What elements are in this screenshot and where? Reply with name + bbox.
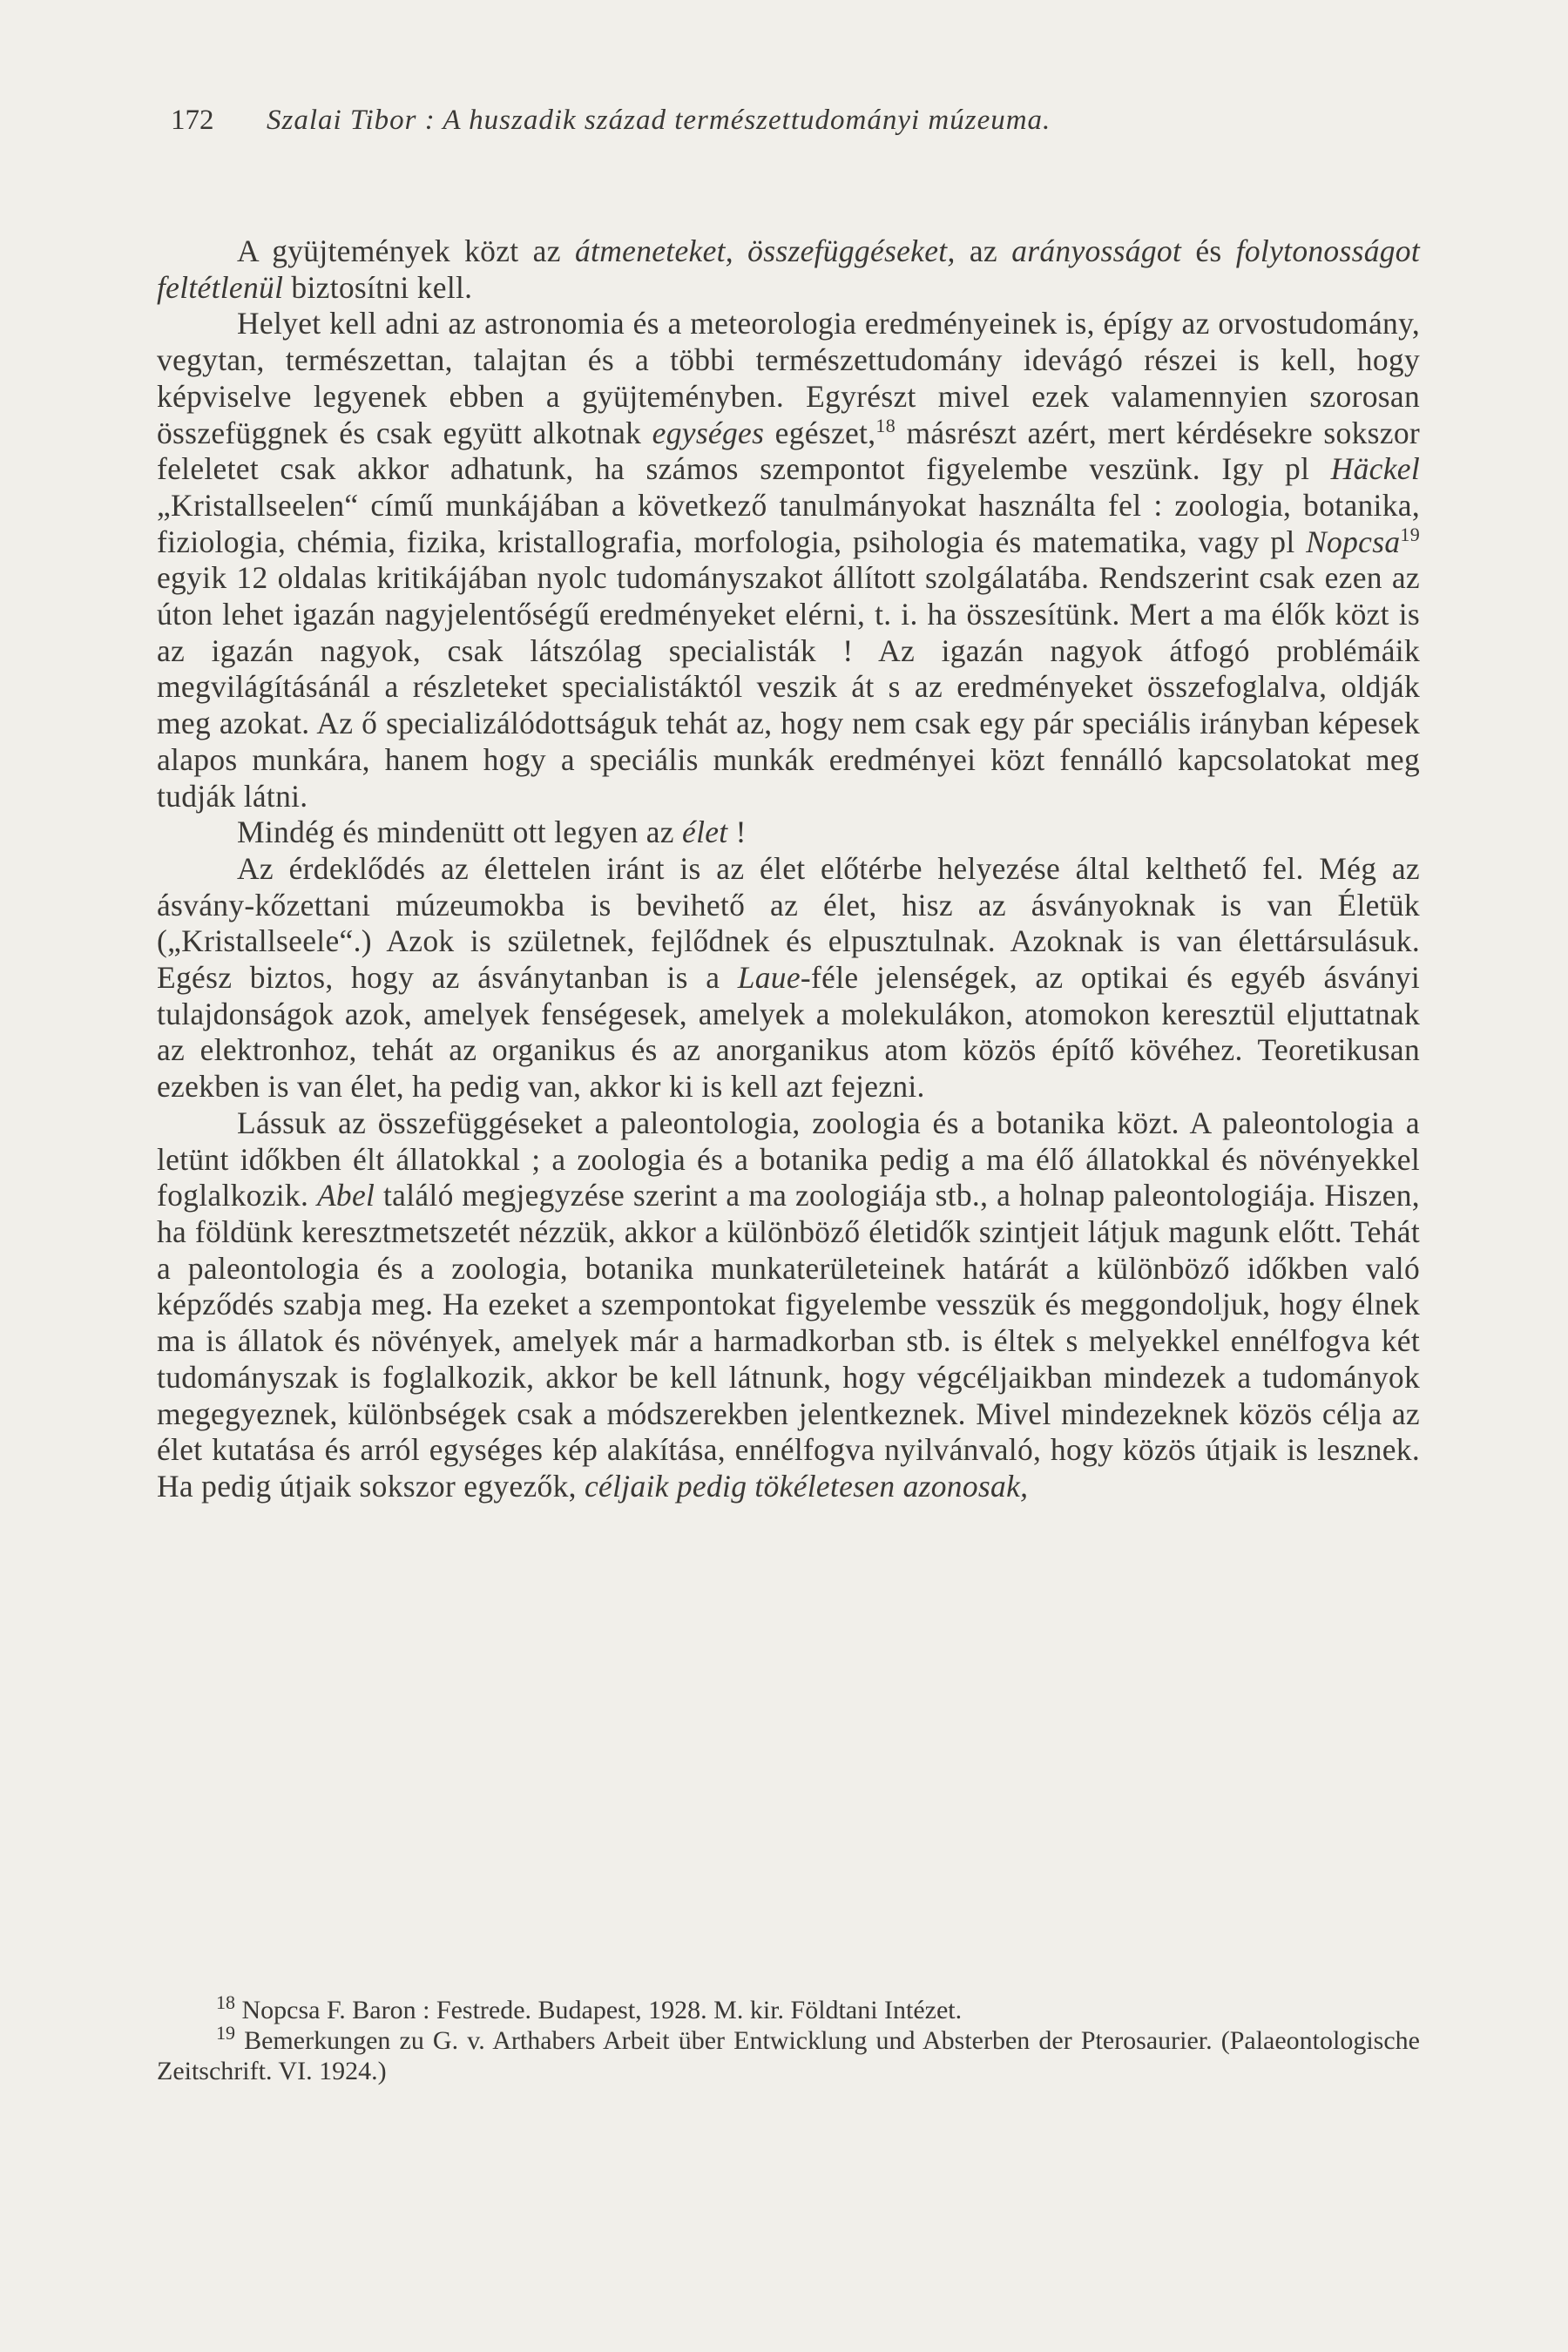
text-run: ! (727, 814, 747, 850)
text-run: biztosítni kell. (283, 269, 473, 305)
text-run: Az érdeklődés az élettelen iránt is az élet előtérbe helyezése által kelthető fel. Még az ásvány-kőzettani múzeumokba is bevihető az élet, hisz az ásványoknak is van Életük („Kristallseele“.) Azok is születnek, fejlődnek és elpusztulnak. Azoknak is van élettársulásuk. Egész biztos, hogy az ásványtanban is a (157, 850, 1420, 996)
text-run: Lássuk az összefüggéseket a paleontologia, zoologia és a botanika közt. A paleontologia a letünt időkben élt állatokkal ; a zoologia és a botanika pedig a ma élő állatokkal és növényekkel foglalkozik. (157, 1105, 1420, 1213)
italic-run: Häckel (1330, 451, 1420, 487)
footnote-number: 19 (216, 2022, 235, 2044)
text-run: -féle jelenségek, az optikai és egyéb ásványi tulajdonságok azok, amelyek fenségesek, amelyek a molekulákon, atomokon keresztül eljuttatnak az elektronhoz, tehát az organikus és az anorganikus atom közös építő kövéhez. Teoretikusan ezekben is van élet, ha pedig van, akkor ki is kell azt fejezni. (157, 960, 1420, 1105)
text-run: „Kristallseelen“ című munkájában a következő tanulmányokat használta fel : zoologia, botanika, fiziologia, chémia, fizika, kristallografia, morfologia, psihologia és matematika, vagy pl (157, 487, 1420, 559)
footnotes (157, 1991, 1420, 2086)
paragraph-3 (157, 814, 1420, 851)
text-run: egyik 12 oldalas kritikájában nyolc tudományszakot állított szolgálatába. Rendszerint csak ezen az úton lehet igazán nagyjelentőségű eredményeket elérni, t. i. ha összesítünk. Mert a ma élők közt is az igazán nagyok, csak látszólag specialisták ! Az igazán nagyok átfogó problémáik megvilágításánál a részleteket specialistáktól veszik át s az eredményeket összefoglalva, oldják meg azokat. Az ő specializálódottságuk tehát az, hogy nem csak egy pár speciális irányban képesek alapos munkára, hanem hogy a speciális munkák eredményei közt fennálló kapcsolatokat meg tudják látni. (157, 560, 1420, 814)
page-number: 172 (171, 105, 214, 136)
footnote-text: Bemerkungen zu G. v. Arthabers Arbeit über Entwicklung und Absterben der Pterosaurier. (Palaeontologische Zeitschrift. VI. 1924.) (157, 2026, 1420, 2085)
footnote-text: Nopcsa F. Baron : Festrede. Budapest, 1928. M. kir. Földtani Intézet. (235, 1996, 963, 2024)
text-run: találó megjegyzése szerint a ma zoologiája stb., a holnap paleontologiája. Hiszen, ha földünk keresztmetszetét nézzük, akkor a különböző életidők szintjeit látjuk magunk előtt. Tehát a paleontologia és a zoologia, botanika munkaterületeinek határát a különböző időkben való képződés szabja meg. Ha ezeket a szempontokat figyelembe vesszük és meggondoljuk, hogy élnek ma is állatok és növények, amelyek már a harmadkorban stb. is éltek s melyekkel ennélfogva két tudományszak is foglalkozik, akkor be kell látnunk, hogy végcéljaikban mindezek a tudományok megegyeznek, különbségek csak a módszerekben jelentkeznek. Mivel mindezeknek közös célja az élet kutatása és arról egységes kép alakítása, ennélfogva nyilvánvaló, hogy közös útjaik is lesznek. Ha pedig útjaik sokszor egyezők, (157, 1178, 1420, 1504)
italic-run: átmeneteket, összefüggéseket, (574, 233, 956, 268)
main-text (157, 233, 1420, 1505)
paragraph-1 (157, 233, 1420, 306)
text-run: Helyet kell adni az astronomia és a meteorologia eredményeinek is, épígy az orvostudomány, vegytan, természettan, talajtan és a többi természettudomány idevágó részei is kell, hogy képviselve legyenek ebben a gyüjteményben. Egyrészt mivel ezek valamennyien szorosan összefüggnek és csak együtt alkotnak (157, 306, 1420, 450)
italic-run: folytonosságot feltétlenül (157, 233, 1421, 305)
text-run: egészet, (764, 415, 876, 450)
italic-run: egységes (652, 415, 765, 450)
text-run: az (955, 233, 1012, 268)
footnote-18 (157, 1991, 1420, 2025)
running-title: Szalai Tibor : A huszadik század természettudományi múzeuma. (267, 105, 1051, 136)
text-run: A gyüjtemények közt az (237, 233, 575, 268)
paragraph-4 (157, 851, 1420, 1105)
page-header (171, 103, 1408, 138)
italic-run: arányosságot (1011, 233, 1182, 268)
paragraph-5 (157, 1105, 1420, 1505)
text-run: Mindég és mindenütt ott legyen az (237, 814, 683, 850)
text-run: másrészt azért, mert kérdésekre sokszor feleletet csak akkor adhatunk, ha számos szempontot figyelembe veszünk. Igy pl (157, 415, 1420, 487)
italic-run: céljaik pedig tökéletesen azonosak, (585, 1468, 1029, 1504)
footnote-19 (157, 2022, 1420, 2086)
text-run: és (1181, 233, 1236, 268)
italic-run: élet (682, 814, 728, 850)
italic-run: Laue (737, 960, 801, 996)
footnote-ref-18[interactable]: 18 (875, 414, 896, 436)
footnote-number: 18 (216, 1991, 235, 2013)
italic-run: Nopcsa (1306, 524, 1401, 559)
footnote-ref-19[interactable]: 19 (1400, 523, 1420, 545)
paragraph-2 (157, 306, 1420, 814)
italic-run: Abel (316, 1178, 375, 1213)
